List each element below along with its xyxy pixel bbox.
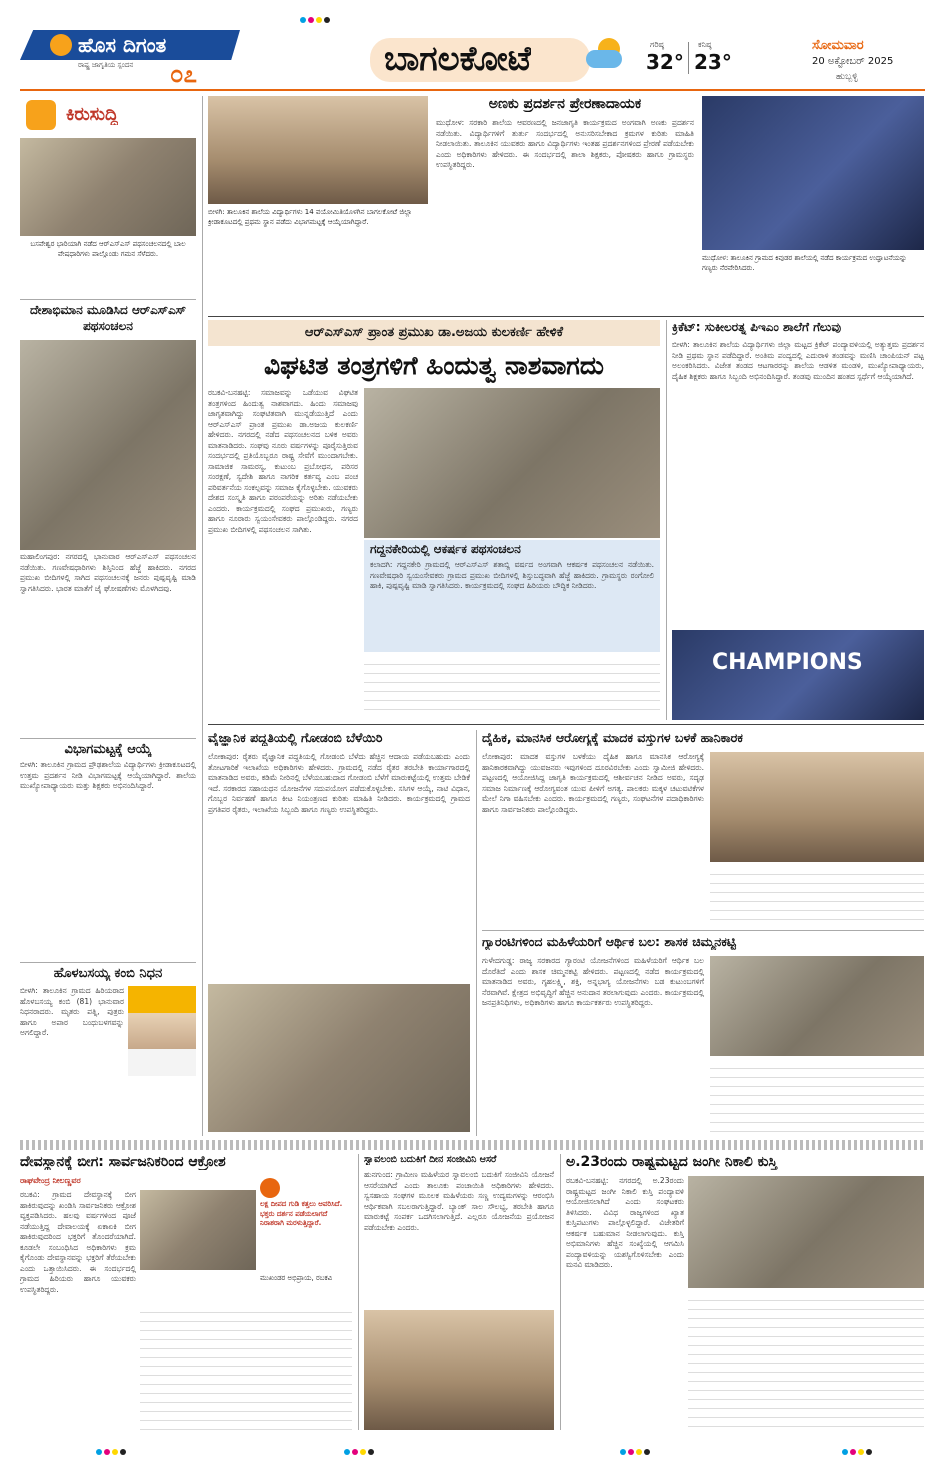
wrestling-text-continued	[688, 1292, 924, 1430]
logo-box	[20, 30, 240, 86]
quote-byline: ಮುಖಂಡರ ಅಭಿಪ್ರಾಯ, ರಬಕವಿ	[260, 1274, 333, 1282]
deaf-school-photo	[702, 96, 924, 250]
mock-drill-story	[436, 96, 694, 312]
sanjeevini-photo	[364, 1310, 554, 1430]
march-photo	[20, 340, 196, 550]
cashew-story	[208, 730, 470, 1136]
kids-caption: ಬಸವೇಶ್ವರ ಭಾರಿಯಾಗಿ ನಡೆದ ಆರ್‌ಎಸ್‌ಎಸ್ ಪಥಸಂಚಲನದಲ್ಲಿ ಬಾಲ ವೇಷಧಾರಿಗಳು ಪಾಲ್ಗೊಂಡು ಗಮನ ಸೆಳೆದರು.	[30, 240, 186, 258]
deaf-school-caption: ಮುಧೋಳ: ತಾಲೂಕಿನ ಗ್ರಾಮದ ಕಿವುಡರ ಶಾಲೆಯಲ್ಲಿ ನಡೆದ ಕಾರ್ಯಕ್ರಮದ ಉದ್ಘಾಟನೆಯನ್ನು ಗಣ್ಯರು ನೆರವೇರಿಸಿದರು.	[702, 254, 907, 272]
min-temp: 23°	[694, 50, 732, 74]
cashew-photo	[208, 984, 470, 1132]
guarantee-title: ಗ್ಯಾರಂಟಿಗಳಿಂದ ಮಹಿಳೆಯರಿಗೆ ಆರ್ಥಿಕ ಬಲ: ಶಾಸಕ ಚಿಮ್ಮನಕಟ್ಟಿ	[482, 934, 736, 949]
guarantee-story	[482, 934, 924, 1136]
story1-title: ದೇಶಾಭಿಮಾನ ಮೂಡಿಸಿದ ಆರ್‌ಎಸ್‌ಎಸ್ ಪಥಸಂಚಲನ	[29, 303, 187, 333]
guarantee-text: ಗುಳೇದಗುಡ್ಡ: ರಾಜ್ಯ ಸರಕಾರದ ಗ್ಯಾರಂಟಿ ಯೋಜನೆಗಳಿಂದ ಮಹಿಳೆಯರಿಗೆ ಆರ್ಥಿಕ ಬಲ ದೊರೆತಿದೆ ಎಂದು ಶಾಸಕ ಚಿಮ್ಮನಕಟ್ಟಿ ಹೇಳಿದರು. ಪಟ್ಟಣದಲ್ಲಿ ನಡೆದ ಕಾರ್ಯಕ್ರಮದಲ್ಲಿ ಮಾತನಾಡಿದ ಅವರು, ಗೃಹಲಕ್ಷ್ಮಿ, ಶಕ್ತಿ, ಅನ್ನಭಾಗ್ಯ ಯೋಜನೆಗಳು ಬಡ ಕುಟುಂಬಗಳಿಗೆ ನೆರವಾಗಿವೆ. ಕ್ಷೇತ್ರದ ಅಭಿವೃದ್ಧಿಗೆ ಹೆಚ್ಚಿನ ಅನುದಾನ ತರಲಾಗುವುದು ಎಂದರು. ಕಾರ್ಯಕ್ರಮದಲ್ಲಿ ಜನಪ್ರತಿನಿಧಿಗಳು, ಅಧಿಕಾರಿಗಳು ಹಾಗೂ ಕಾರ್ಯಕರ್ತರು ಉಪಸ್ಥಿತರಿದ್ದರು.	[482, 956, 704, 1007]
page-number: ೦೭	[170, 60, 197, 88]
mock-drill-title: ಅಣಕು ಪ್ರದರ್ಶನ ಪ್ರೇರಣಾದಾಯಕ	[488, 96, 642, 112]
mock-drill-text: ಮುಧೋಳ: ಸರಕಾರಿ ಶಾಲೆಯ ಆವರಣದಲ್ಲಿ ಜನಜಾಗೃತಿ ಕಾರ್ಯಕ್ರಮದ ಅಂಗವಾಗಿ ಅಣಕು ಪ್ರದರ್ಶನ ನಡೆಯಿತು. ವಿದ್ಯಾರ್ಥಿಗಳಿಗೆ ತುರ್ತು ಸಂದರ್ಭದಲ್ಲಿ ಅನುಸರಿಸಬೇಕಾದ ಕ್ರಮಗಳ ಕುರಿತು ಮಾಹಿತಿ ನೀಡಲಾಯಿತು. ತಾಲೂಕಿನ ಯುವಕರು ಹಾಗೂ ವಿದ್ಯಾರ್ಥಿಗಳು ಇಂತಹ ಪ್ರದರ್ಶನಗಳಿಂದ ಪ್ರೇರಣೆ ಪಡೆಯಬೇಕು ಎಂದು ಅಧಿಕಾರಿಗಳು ಹೇಳಿದರು. ಈ ಸಂದರ್ಭದಲ್ಲಿ ಶಾಲಾ ಶಿಕ್ಷಕರು, ಪೋಷಕರು ಹಾಗೂ ಗ್ರಾಮಸ್ಥರು ಉಪಸ್ಥಿತರಿದ್ದರು.	[436, 118, 694, 169]
lead-text: ರಬಕವಿ-ಬನಹಟ್ಟಿ: ಸಮಾಜವನ್ನು ಒಡೆಯುವ ವಿಘಟಿತ ತಂತ್ರಗಳಿಂದ ಹಿಂದುತ್ವ ನಾಶವಾಗದು. ಹಿಂದು ಸಮಾಜವು ಜಾಗೃತವಾಗಿದ್ದು ಸಂಘಟಿತವಾಗಿ ಮುನ್ನಡೆಯುತ್ತಿದೆ ಎಂದು ಆರ್‌ಎಸ್‌ಎಸ್ ಪ್ರಾಂತ ಪ್ರಮುಖ ಡಾ.ಅಜಯ ಕುಲಕರ್ಣಿ ಹೇಳಿದರು. ನಗರದಲ್ಲಿ ನಡೆದ ಪಥಸಂಚಲನದ ಬಳಿಕ ಅವರು ಮಾತನಾಡಿದರು. ಸಂಘವು ನೂರು ವರ್ಷಗಳನ್ನು ಪೂರೈಸುತ್ತಿರುವ ಸಂದರ್ಭದಲ್ಲಿ ಪ್ರತಿಯೊಬ್ಬರೂ ರಾಷ್ಟ್ರ ಸೇವೆಗೆ ಮುಂದಾಗಬೇಕು. ಸಾಮಾಜಿಕ ಸಾಮರಸ್ಯ, ಕುಟುಂಬ ಪ್ರಬೋಧನ, ಪರಿಸರ ಸಂರಕ್ಷಣೆ, ಸ್ವದೇಶಿ ಹಾಗೂ ನಾಗರಿಕ ಕರ್ತವ್ಯ ಎಂಬ ಪಂಚ ಪರಿವರ್ತನೆಯ ಸಂಕಲ್ಪವನ್ನು ಸಮಾಜ ಕೈಗೊಳ್ಳಬೇಕು. ಯುವಕರು ದೇಶದ ಸಂಸ್ಕೃತಿ ಹಾಗೂ ಪರಂಪರೆಯನ್ನು ಅರಿತು ನಡೆಯಬೇಕು ಎಂದರು. ಕಾರ್ಯಕ್ರಮದಲ್ಲಿ ಸಂಘದ ಪ್ರಮುಖರು, ಗಣ್ಯರು ಹಾಗೂ ನೂರಾರು ಸ್ವಯಂಸೇವಕರು ಪಾಲ್ಗೊಂಡಿದ್ದರು. ನಗರದ ಪ್ರಮುಖ ಬೀದಿಗಳಲ್ಲಿ ಪಥಸಂಚಲನ ಸಾಗಿತು.	[208, 388, 358, 534]
bottom-band-rule	[20, 1140, 925, 1150]
briefs-label: ಕಿರುಸುದ್ದಿ	[66, 104, 119, 125]
health-photo	[710, 752, 924, 862]
guarantee-text-continued	[710, 1060, 924, 1132]
sanjeevini-text: ಹುನಗುಂದ: ಗ್ರಾಮೀಣ ಮಹಿಳೆಯರ ಸ್ವಾವಲಂಬಿ ಬದುಕಿಗೆ ಸಂಜೀವಿನಿ ಯೋಜನೆ ಆಸರೆಯಾಗಿದೆ ಎಂದು ತಾಲೂಕು ಪಂಚಾಯಿತಿ ಅಧಿಕಾರಿಗಳು ಹೇಳಿದರು. ಸ್ವಸಹಾಯ ಸಂಘಗಳ ಮೂಲಕ ಮಹಿಳೆಯರು ಸಣ್ಣ ಉದ್ಯಮಗಳನ್ನು ಆರಂಭಿಸಿ ಆರ್ಥಿಕವಾಗಿ ಸಬಲರಾಗುತ್ತಿದ್ದಾರೆ. ಬ್ಯಾಂಕ್ ಸಾಲ ಸೌಲಭ್ಯ, ತರಬೇತಿ ಹಾಗೂ ಮಾರುಕಟ್ಟೆ ಸಂಪರ್ಕ ಒದಗಿಸಲಾಗುತ್ತಿದೆ. ಎಲ್ಲರೂ ಯೋಜನೆಯ ಪ್ರಯೋಜನ ಪಡೆಯಬೇಕು ಎಂದರು.	[364, 1170, 554, 1232]
lead-title: ವಿಘಟಿತ ತಂತ್ರಗಳಿಗೆ ಹಿಂದುತ್ವ ನಾಶವಾಗದು	[264, 351, 604, 380]
health-text: ಲೋಕಾಪುರ: ಮಾದಕ ವಸ್ತುಗಳ ಬಳಕೆಯು ದೈಹಿಕ ಹಾಗೂ ಮಾನಸಿಕ ಆರೋಗ್ಯಕ್ಕೆ ಹಾನಿಕಾರಕವಾಗಿದ್ದು ಯುವಜನರು ಇವುಗಳಿಂದ ದೂರವಿರಬೇಕು ಎಂದು ಸ್ವಾಮೀಜಿ ಹೇಳಿದರು. ಪಟ್ಟಣದಲ್ಲಿ ಆಯೋಜಿಸಿದ್ದ ಜಾಗೃತಿ ಕಾರ್ಯಕ್ರಮದಲ್ಲಿ ಆಶೀರ್ವಚನ ನೀಡಿದ ಅವರು, ಸದೃಢ ಸಮಾಜ ನಿರ್ಮಾಣಕ್ಕೆ ಆರೋಗ್ಯವಂತ ಯುವ ಪೀಳಿಗೆ ಅಗತ್ಯ. ಪಾಲಕರು ಮಕ್ಕಳ ಚಟುವಟಿಕೆಗಳ ಮೇಲೆ ನಿಗಾ ವಹಿಸಬೇಕು ಎಂದರು. ಕಾರ್ಯಕ್ರಮದಲ್ಲಿ ಗಣ್ಯರು, ಸಂಘಟನೆಗಳ ಪದಾಧಿಕಾರಿಗಳು ಹಾಗೂ ಸಾರ್ವಜನಿಕರು ಪಾಲ್ಗೊಂಡಿದ್ದರು.	[482, 752, 704, 814]
sanjeevini-title: ಸ್ವಾವಲಂಬಿ ಬದುಕಿಗೆ ದೀನ ಸಂಜೀವಿನಿ ಆಸರೆ	[364, 1154, 497, 1165]
wrestling-story	[566, 1154, 924, 1430]
cricket-story	[672, 320, 924, 720]
cashew-title: ವೈಜ್ಞಾನಿಕ ಪದ್ಧತಿಯಲ್ಲಿ ಗೋಡಂಬಿ ಬೆಳೆಯಿರಿ	[208, 730, 383, 745]
health-story	[482, 730, 924, 926]
lead-text-continued	[364, 656, 660, 718]
lead-march-photo	[364, 388, 660, 538]
quote-box	[260, 1178, 352, 1298]
hand-icon	[26, 100, 56, 130]
quote-icon	[260, 1178, 280, 1198]
story1-text: ಮಹಾಲಿಂಗಪುರ: ನಗರದಲ್ಲಿ ಭಾನುವಾರ ಆರ್‌ಎಸ್‌ಎಸ್ ಪಥಸಂಚಲನ ನಡೆಯಿತು. ಗಣವೇಷಧಾರಿಗಳು ಶಿಸ್ತಿನಿಂದ ಹೆಜ್ಜೆ ಹಾಕಿದರು. ನಗರದ ಪ್ರಮುಖ ಬೀದಿಗಳಲ್ಲಿ ಸಾಗಿದ ಪಥಸಂಚಲನಕ್ಕೆ ಜನರು ಪುಷ್ಪವೃಷ್ಟಿ ಮಾಡಿ ಸ್ವಾಗತಿಸಿದರು. ಭಾರತ ಮಾತೆಗೆ ಜೈ ಘೋಷಣೆಗಳು ಮೊಳಗಿದವು.	[20, 552, 196, 593]
health-title: ದೈಹಿಕ, ಮಾನಸಿಕ ಆರೋಗ್ಯಕ್ಕೆ ಮಾದಕ ವಸ್ತುಗಳ ಬಳಕೆ ಹಾನಿಕಾರಕ	[482, 730, 743, 745]
header-rule	[20, 89, 925, 91]
sports-photo	[208, 96, 428, 204]
registration-dots-bottom-mid	[344, 1440, 376, 1459]
health-text-continued	[710, 866, 924, 924]
portrait-photo	[128, 986, 196, 1076]
story2-title: ವಿಭಾಗಮಟ್ಟಕ್ಕೆ ಆಯ್ಕೆ	[64, 742, 152, 757]
weekday: ಸೋಮವಾರ	[812, 38, 864, 53]
briefs-column	[20, 96, 196, 1136]
temple-text-continued	[140, 1304, 352, 1430]
sanjeevini-story	[364, 1154, 554, 1430]
registration-dots-bottom-far	[842, 1440, 874, 1459]
guarantee-photo	[710, 956, 924, 1056]
max-temp-label: ಗರಿಷ್ಠ	[650, 40, 664, 49]
registration-dots-top	[300, 8, 332, 27]
registration-dots-bottom-right	[620, 1440, 652, 1459]
champions-banner: CHAMPIONS	[712, 650, 863, 675]
edition-name: ಬಾಗಲಕೋಟೆ	[384, 39, 532, 79]
min-temp-label: ಕನಿಷ್ಠ	[698, 40, 712, 49]
temple-title: ದೇವಸ್ಥಾನಕ್ಕೆ ಬೀಗ: ಸಾರ್ವಜನಿಕರಿಂದ ಆಕ್ರೋಶ	[20, 1154, 226, 1170]
cricket-title: ಕ್ರಿಕೆಟ್: ಸುಕೀಲರತ್ನ ಪಿಇಎಂ ಶಾಲೆಗೆ ಗೆಲುವು	[672, 320, 842, 334]
max-temp: 32°	[646, 50, 684, 74]
cricket-photo	[672, 630, 924, 720]
logo-emblem-icon	[50, 34, 72, 56]
cricket-text: ಬೀಳಗಿ: ತಾಲೂಕಿನ ಶಾಲೆಯ ವಿದ್ಯಾರ್ಥಿಗಳು ಜಿಲ್ಲಾ ಮಟ್ಟದ ಕ್ರಿಕೆಟ್ ಪಂದ್ಯಾವಳಿಯಲ್ಲಿ ಅತ್ಯುತ್ತಮ ಪ್ರದರ್ಶನ ನೀಡಿ ಪ್ರಥಮ ಸ್ಥಾನ ಪಡೆದಿದ್ದಾರೆ. ಅಂತಿಮ ಪಂದ್ಯದಲ್ಲಿ ಎದುರಾಳಿ ತಂಡವನ್ನು ಮಣಿಸಿ ಚಾಂಪಿಯನ್ ಪಟ್ಟ ಅಲಂಕರಿಸಿದರು. ವಿಜೇತ ತಂಡದ ಆಟಗಾರರನ್ನು ಶಾಲೆಯ ಆಡಳಿತ ಮಂಡಳಿ, ಮುಖ್ಯೋಪಾಧ್ಯಾಯರು, ದೈಹಿಕ ಶಿಕ್ಷಕರು ಹಾಗೂ ಸಿಬ್ಬಂದಿ ಅಭಿನಂದಿಸಿದ್ದಾರೆ. ತಂಡವು ಮುಂದಿನ ಹಂತದ ಸ್ಪರ್ಧೆಗೆ ಆಯ್ಕೆಯಾಗಿದೆ.	[672, 340, 924, 381]
sports-caption: ಬೀಳಗಿ: ತಾಲೂಕಿನ ಶಾಲೆಯ ವಿದ್ಯಾರ್ಥಿಗಳು 14 ವಯೋಮಿತಿಯೊಳಗಿನ ಬಾಗಲಕೋಟೆ ಜಿಲ್ಲಾ ಕ್ರೀಡಾಕೂಟದಲ್ಲಿ ಪ್ರಥಮ ಸ್ಥಾನ ಪಡೆದು ವಿಭಾಗಮಟ್ಟಕ್ಕೆ ಆಯ್ಕೆಯಾಗಿದ್ದಾರೆ.	[208, 208, 412, 226]
city: ಹುಬ್ಬಳ್ಳಿ	[836, 72, 858, 82]
story2-text: ಬೀಳಗಿ: ತಾಲೂಕಿನ ಗ್ರಾಮದ ಪ್ರೌಢಶಾಲೆಯ ವಿದ್ಯಾರ್ಥಿಗಳು ಕ್ರೀಡಾಕೂಟದಲ್ಲಿ ಉತ್ತಮ ಪ್ರದರ್ಶನ ನೀಡಿ ವಿಭಾಗಮಟ್ಟಕ್ಕೆ ಆಯ್ಕೆಯಾಗಿದ್ದಾರೆ. ಶಾಲೆಯ ಮುಖ್ಯೋಪಾಧ್ಯಾಯರು ಮತ್ತು ಶಿಕ್ಷಕರು ಅಭಿನಂದಿಸಿದ್ದಾರೆ.	[20, 760, 196, 790]
wrestling-photo	[688, 1176, 924, 1288]
kids-photo	[20, 138, 196, 236]
story3-text: ಬೀಳಗಿ: ತಾಲೂಕಿನ ಗ್ರಾಮದ ಹಿರಿಯರಾದ ಹೊಳಬಸಯ್ಯ ಕಂಬಿ (81) ಭಾನುವಾರ ನಿಧನರಾದರು. ಮೃತರು ಪತ್ನಿ, ಪುತ್ರರು ಹಾಗೂ ಅಪಾರ ಬಂಧುಬಳಗವನ್ನು ಅಗಲಿದ್ದಾರೆ.	[20, 986, 124, 1037]
temple-story	[20, 1154, 352, 1430]
logo-tagline: ರಾಷ್ಟ್ರ ಜಾಗೃತಿಯ ಸ್ಪಂದನ	[78, 61, 134, 69]
sub-story-title: ಗದ್ದನಕೇರಿಯಲ್ಲಿ ಆಕರ್ಷಕ ಪಥಸಂಚಲನ	[370, 542, 521, 556]
lead-kicker: ಆರ್‌ಎಸ್‌ಎಸ್ ಪ್ರಾಂತ ಪ್ರಮುಖ ಡಾ.ಅಜಯ ಕುಲಕರ್ಣಿ ಹೇಳಿಕೆ	[304, 325, 564, 340]
masthead	[0, 0, 945, 92]
story3-title: ಹೊಳಬಸಯ್ಯ ಕಂಬಿ ನಿಧನ	[53, 966, 163, 981]
temple-byline: ರಾಘವೇಂದ್ರ ನೀಲಣ್ಣವರ	[20, 1176, 81, 1185]
cashew-text: ಲೋಕಾಪುರ: ರೈತರು ವೈಜ್ಞಾನಿಕ ಪದ್ಧತಿಯಲ್ಲಿ ಗೋಡಂಬಿ ಬೆಳೆದು ಹೆಚ್ಚಿನ ಆದಾಯ ಪಡೆಯಬಹುದು ಎಂದು ತೋಟಗಾರಿಕೆ ಇಲಾಖೆಯ ಅಧಿಕಾರಿಗಳು ಹೇಳಿದರು. ಗ್ರಾಮದಲ್ಲಿ ನಡೆದ ರೈತರ ತರಬೇತಿ ಕಾರ್ಯಾಗಾರದಲ್ಲಿ ಮಾತನಾಡಿದ ಅವರು, ಕಡಿಮೆ ನೀರಿನಲ್ಲಿ ಬೆಳೆಯಬಹುದಾದ ಗೋಡಂಬಿ ಬೆಳೆಗೆ ಮಾರುಕಟ್ಟೆಯಲ್ಲಿ ಉತ್ತಮ ಬೇಡಿಕೆ ಇದೆ. ಸರಕಾರದ ಸಹಾಯಧನ ಯೋಜನೆಗಳ ಸದುಪಯೋಗ ಪಡೆದುಕೊಳ್ಳಬೇಕು. ಸಸಿಗಳ ಆಯ್ಕೆ, ನಾಟಿ ವಿಧಾನ, ಗೊಬ್ಬರ ನಿರ್ವಹಣೆ ಹಾಗೂ ಕೀಟ ನಿಯಂತ್ರಣದ ಕುರಿತು ಮಾಹಿತಿ ನೀಡಿದರು. ಕಾರ್ಯಕ್ರಮದಲ್ಲಿ ಗ್ರಾಮದ ಪ್ರಗತಿಪರ ರೈತರು, ಇಲಾಖೆಯ ಸಿಬ್ಬಂದಿ ಹಾಗೂ ಗಣ್ಯರು ಉಪಸ್ಥಿತರಿದ್ದರು.	[208, 752, 470, 814]
temple-photo	[140, 1190, 256, 1270]
sub-story-text: ಕಲಾದಗಿ: ಗದ್ದನಕೇರಿ ಗ್ರಾಮದಲ್ಲಿ ಆರ್‌ಎಸ್‌ಎಸ್ ಶತಾಬ್ದಿ ವರ್ಷದ ಅಂಗವಾಗಿ ಆಕರ್ಷಕ ಪಥಸಂಚಲನ ನಡೆಯಿತು. ಗಣವೇಷಧಾರಿ ಸ್ವಯಂಸೇವಕರು ಗ್ರಾಮದ ಪ್ರಮುಖ ಬೀದಿಗಳಲ್ಲಿ ಶಿಸ್ತುಬದ್ಧವಾಗಿ ಹೆಜ್ಜೆ ಹಾಕಿದರು. ಗ್ರಾಮಸ್ಥರು ರಂಗೋಲಿ ಹಾಕಿ, ಪುಷ್ಪವೃಷ್ಟಿ ಮಾಡಿ ಸ್ವಾಗತಿಸಿದರು. ಕಾರ್ಯಕ್ರಮದಲ್ಲಿ ಸಂಘದ ಹಿರಿಯರು ಬೌದ್ಧಿಕ ನೀಡಿದರು.	[370, 560, 654, 590]
quote-text: ಲಕ್ಷ ದೀಪದ ಗುಡಿ ಕತ್ತಲು ಆವರಿಸಿದೆ. ಭಕ್ತರು ದರ್ಶನ ಪಡೆಯಲಾಗದೆ ನಿರಾಶರಾಗಿ ಮರಳುತ್ತಿದ್ದಾರೆ.	[260, 1200, 343, 1227]
sun-cloud-icon	[584, 36, 628, 72]
sub-story-box	[364, 540, 660, 652]
temple-text: ರಬಕವಿ: ಗ್ರಾಮದ ದೇವಸ್ಥಾನಕ್ಕೆ ಬೀಗ ಹಾಕಿರುವುದನ್ನು ಖಂಡಿಸಿ ಸಾರ್ವಜನಿಕರು ಆಕ್ರೋಶ ವ್ಯಕ್ತಪಡಿಸಿದರು. ಹಲವು ವರ್ಷಗಳಿಂದ ಪೂಜೆ ನಡೆಯುತ್ತಿದ್ದ ದೇವಾಲಯಕ್ಕೆ ಏಕಾಏಕಿ ಬೀಗ ಹಾಕಿರುವುದರಿಂದ ಭಕ್ತರಿಗೆ ತೊಂದರೆಯಾಗಿದೆ. ಕೂಡಲೇ ಸಂಬಂಧಿಸಿದ ಅಧಿಕಾರಿಗಳು ಕ್ರಮ ಕೈಗೊಂಡು ದೇವಸ್ಥಾನವನ್ನು ಭಕ್ತರಿಗೆ ತೆರೆಯಬೇಕು ಎಂದು ಒತ್ತಾಯಿಸಿದರು. ಈ ಸಂದರ್ಭದಲ್ಲಿ ಗ್ರಾಮದ ಹಿರಿಯರು ಹಾಗೂ ಯುವಕರು ಉಪಸ್ಥಿತರಿದ್ದರು.	[20, 1190, 136, 1294]
registration-dots-bottom-left	[96, 1440, 128, 1459]
date: 20 ಅಕ್ಟೋಬರ್ 2025	[812, 56, 894, 67]
briefs-header	[20, 96, 196, 134]
wrestling-text: ರಬಕವಿ-ಬನಹಟ್ಟಿ: ನಗರದಲ್ಲಿ ಅ.23ರಂದು ರಾಷ್ಟ್ರಮಟ್ಟದ ಜಂಗೀ ನಿಕಾಲಿ ಕುಸ್ತಿ ಪಂದ್ಯಾವಳಿ ಆಯೋಜಿಸಲಾಗಿದೆ ಎಂದು ಸಂಘಟಕರು ತಿಳಿಸಿದರು. ವಿವಿಧ ರಾಜ್ಯಗಳಿಂದ ಖ್ಯಾತ ಕುಸ್ತಿಪಟುಗಳು ಪಾಲ್ಗೊಳ್ಳಲಿದ್ದಾರೆ. ವಿಜೇತರಿಗೆ ಆಕರ್ಷಕ ಬಹುಮಾನ ನೀಡಲಾಗುವುದು. ಕುಸ್ತಿ ಅಭಿಮಾನಿಗಳು ಹೆಚ್ಚಿನ ಸಂಖ್ಯೆಯಲ್ಲಿ ಆಗಮಿಸಿ ಪಂದ್ಯಾವಳಿಯನ್ನು ಯಶಸ್ವಿಗೊಳಿಸಬೇಕು ಎಂದು ಮನವಿ ಮಾಡಿದರು.	[566, 1176, 684, 1269]
wrestling-title: ಅ.23ರಂದು ರಾಷ್ಟ್ರಮಟ್ಟದ ಜಂಗೀ ನಿಕಾಲಿ ಕುಸ್ತಿ	[566, 1154, 778, 1170]
logo-name: ಹೊಸ ದಿಗಂತ	[78, 33, 167, 57]
